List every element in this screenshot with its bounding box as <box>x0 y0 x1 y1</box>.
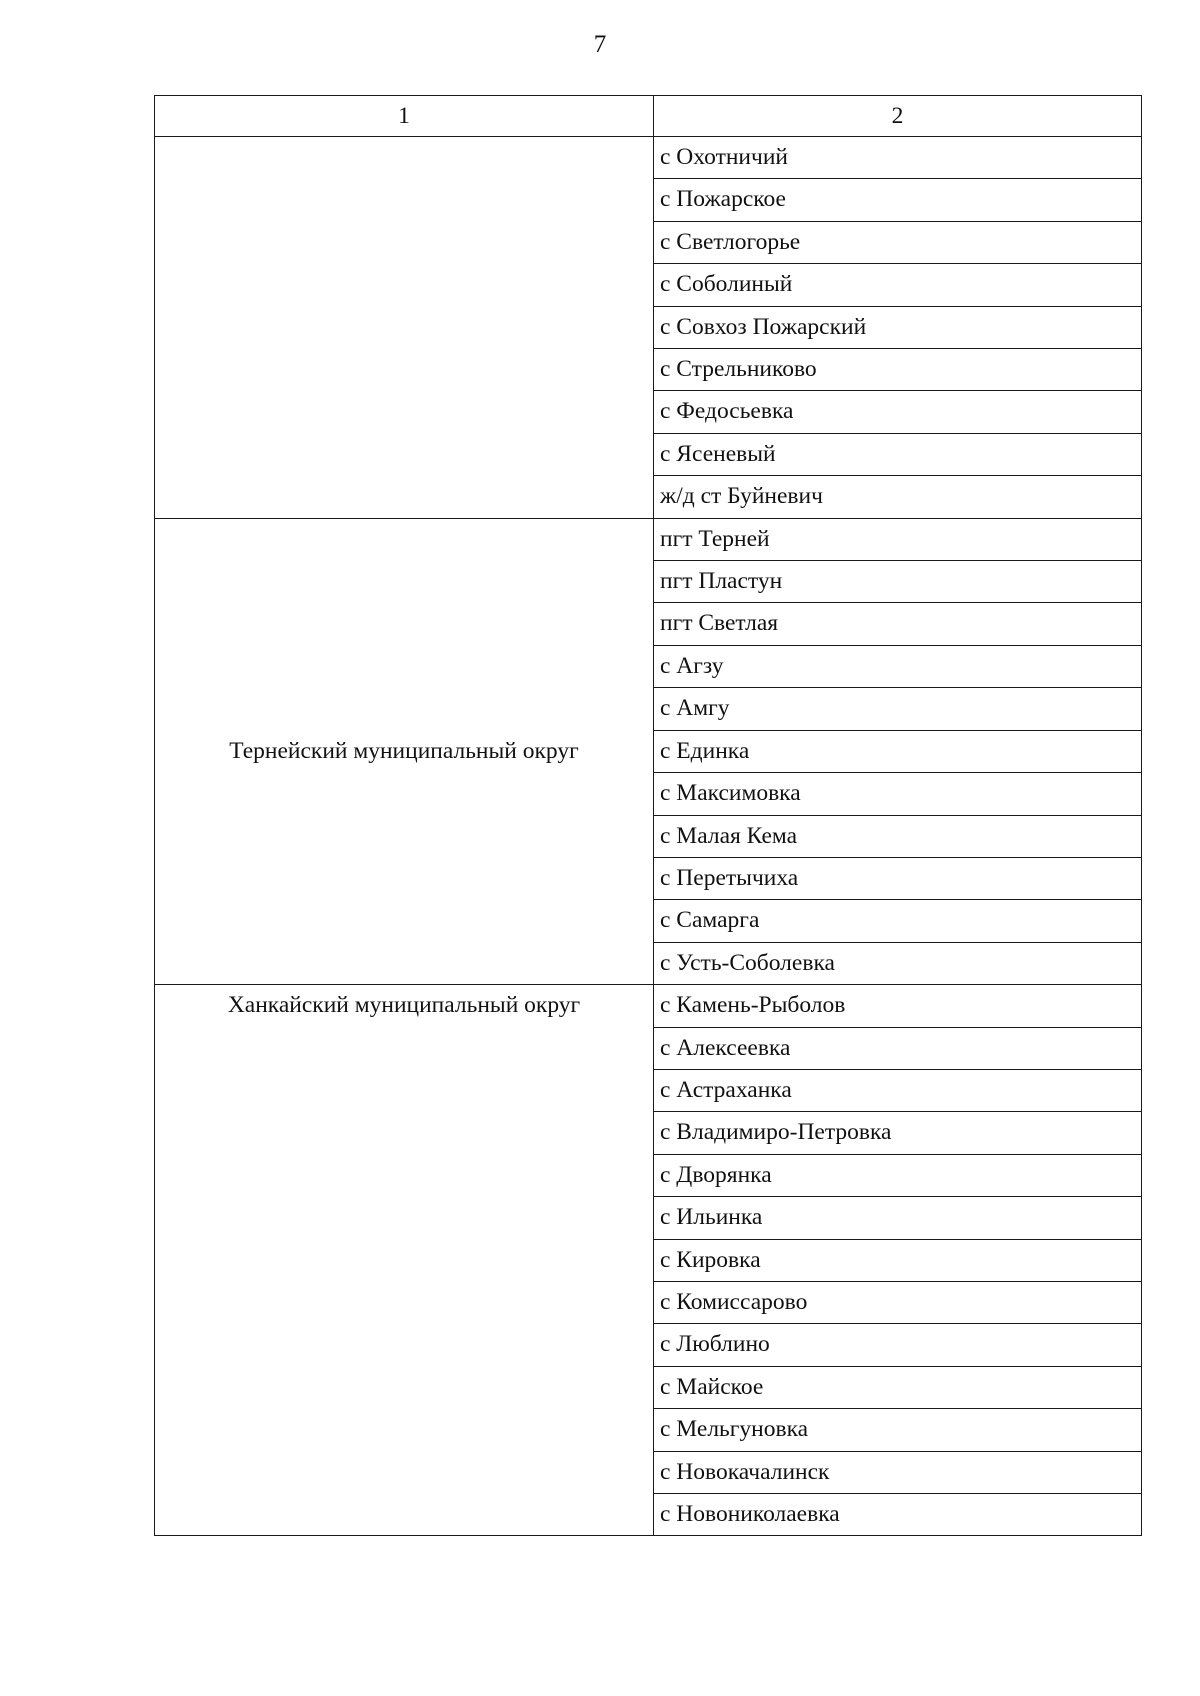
settlement-cell: ж/д ст Буйневич <box>654 476 1142 518</box>
settlement-cell: с Новокачалинск <box>654 1451 1142 1493</box>
settlement-cell: с Ясеневый <box>654 433 1142 475</box>
settlement-cell: с Алексеевка <box>654 1027 1142 1069</box>
settlement-cell: с Охотничий <box>654 137 1142 179</box>
settlement-cell: с Максимовка <box>654 773 1142 815</box>
table-row <box>155 137 1142 179</box>
district-cell: Ханкайский муниципальный округ <box>155 985 654 1536</box>
settlement-cell: с Майское <box>654 1366 1142 1408</box>
settlement-cell: с Совхоз Пожарский <box>654 306 1142 348</box>
settlement-cell: с Владимиро-Петровка <box>654 1112 1142 1154</box>
settlement-cell: с Ильинка <box>654 1197 1142 1239</box>
district-cell <box>155 137 654 519</box>
settlement-cell: с Агзу <box>654 645 1142 687</box>
page-number: 7 <box>593 31 607 58</box>
column-header-2: 2 <box>654 96 1142 137</box>
settlement-cell: с Дворянка <box>654 1154 1142 1196</box>
settlement-cell: пгт Светлая <box>654 603 1142 645</box>
settlement-cell: с Перетычиха <box>654 857 1142 899</box>
settlement-cell: с Единка <box>654 730 1142 772</box>
settlement-cell: с Астраханка <box>654 1069 1142 1111</box>
settlement-cell: с Люблино <box>654 1324 1142 1366</box>
settlement-cell: с Соболиный <box>654 264 1142 306</box>
settlement-cell: с Комиссарово <box>654 1281 1142 1323</box>
settlement-cell: с Самарга <box>654 900 1142 942</box>
district-cell: Тернейский муниципальный округ <box>155 518 654 984</box>
settlements-table <box>154 95 1142 1536</box>
settlement-cell: с Кировка <box>654 1239 1142 1281</box>
settlement-cell: с Мельгуновка <box>654 1409 1142 1451</box>
column-header-1: 1 <box>155 96 654 137</box>
table-row <box>155 985 1142 1027</box>
settlement-cell: с Усть-Соболевка <box>654 942 1142 984</box>
settlement-cell: пгт Терней <box>654 518 1142 560</box>
table-header-row <box>155 96 1142 137</box>
settlement-cell: с Амгу <box>654 688 1142 730</box>
settlement-cell: с Светлогорье <box>654 221 1142 263</box>
settlement-cell: с Федосьевка <box>654 391 1142 433</box>
settlement-cell: пгт Пластун <box>654 561 1142 603</box>
settlement-cell: с Пожарское <box>654 179 1142 221</box>
settlement-cell: с Новониколаевка <box>654 1494 1142 1536</box>
settlement-cell: с Камень-Рыболов <box>654 985 1142 1027</box>
settlement-cell: с Стрельниково <box>654 349 1142 391</box>
settlement-cell: с Малая Кема <box>654 815 1142 857</box>
table-row <box>155 518 1142 560</box>
table-body <box>155 96 1142 1536</box>
